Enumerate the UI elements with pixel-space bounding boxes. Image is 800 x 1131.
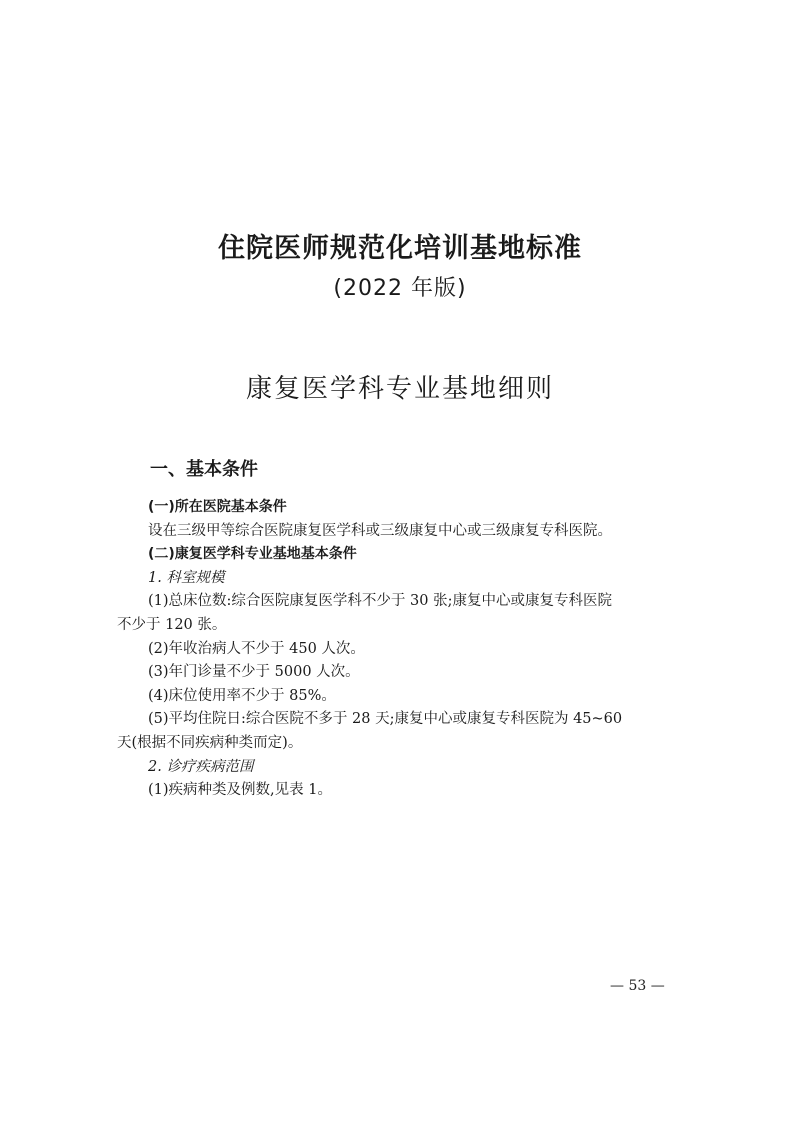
section-heading: 一、基本条件	[150, 459, 258, 480]
page-number: — 53 —	[610, 978, 665, 994]
paragraph-line: (1)总床位数:综合医院康复医学科不少于 30 张;康复中心或康复专科医院	[148, 593, 612, 610]
paragraph-line: 天(根据不同疾病种类而定)。	[117, 734, 303, 751]
body-text	[117, 496, 687, 803]
paragraph-line: (5)平均住院日:综合医院不多于 28 天;康复中心或康复专科医院为 45~60	[148, 711, 623, 728]
paragraph-line: (1)疾病种类及例数,见表 1。	[148, 782, 332, 799]
document-subtitle: 康复医学科专业基地细则	[245, 374, 554, 404]
sub-heading-base-conditions: (二)康复医学科专业基地基本条件	[148, 546, 357, 563]
item-heading-department-scale: 1. 科室规模	[148, 569, 225, 586]
paragraph-line: 设在三级甲等综合医院康复医学科或三级康复中心或三级康复专科医院。	[148, 522, 612, 539]
document-edition: (2022 年版)	[333, 276, 467, 301]
item-heading-disease-scope: 2. 诊疗疾病范围	[148, 758, 254, 775]
document-title: 住院医师规范化培训基地标准	[218, 233, 582, 264]
sub-heading-hospital-conditions: (一)所在医院基本条件	[148, 499, 287, 515]
paragraph-line: (3)年门诊量不少于 5000 人次。	[148, 664, 360, 681]
paragraph-line: (4)床位使用率不少于 85%。	[148, 687, 336, 704]
paragraph-line: 不少于 120 张。	[117, 616, 227, 633]
paragraph-line: (2)年收治病人不少于 450 人次。	[148, 640, 365, 657]
